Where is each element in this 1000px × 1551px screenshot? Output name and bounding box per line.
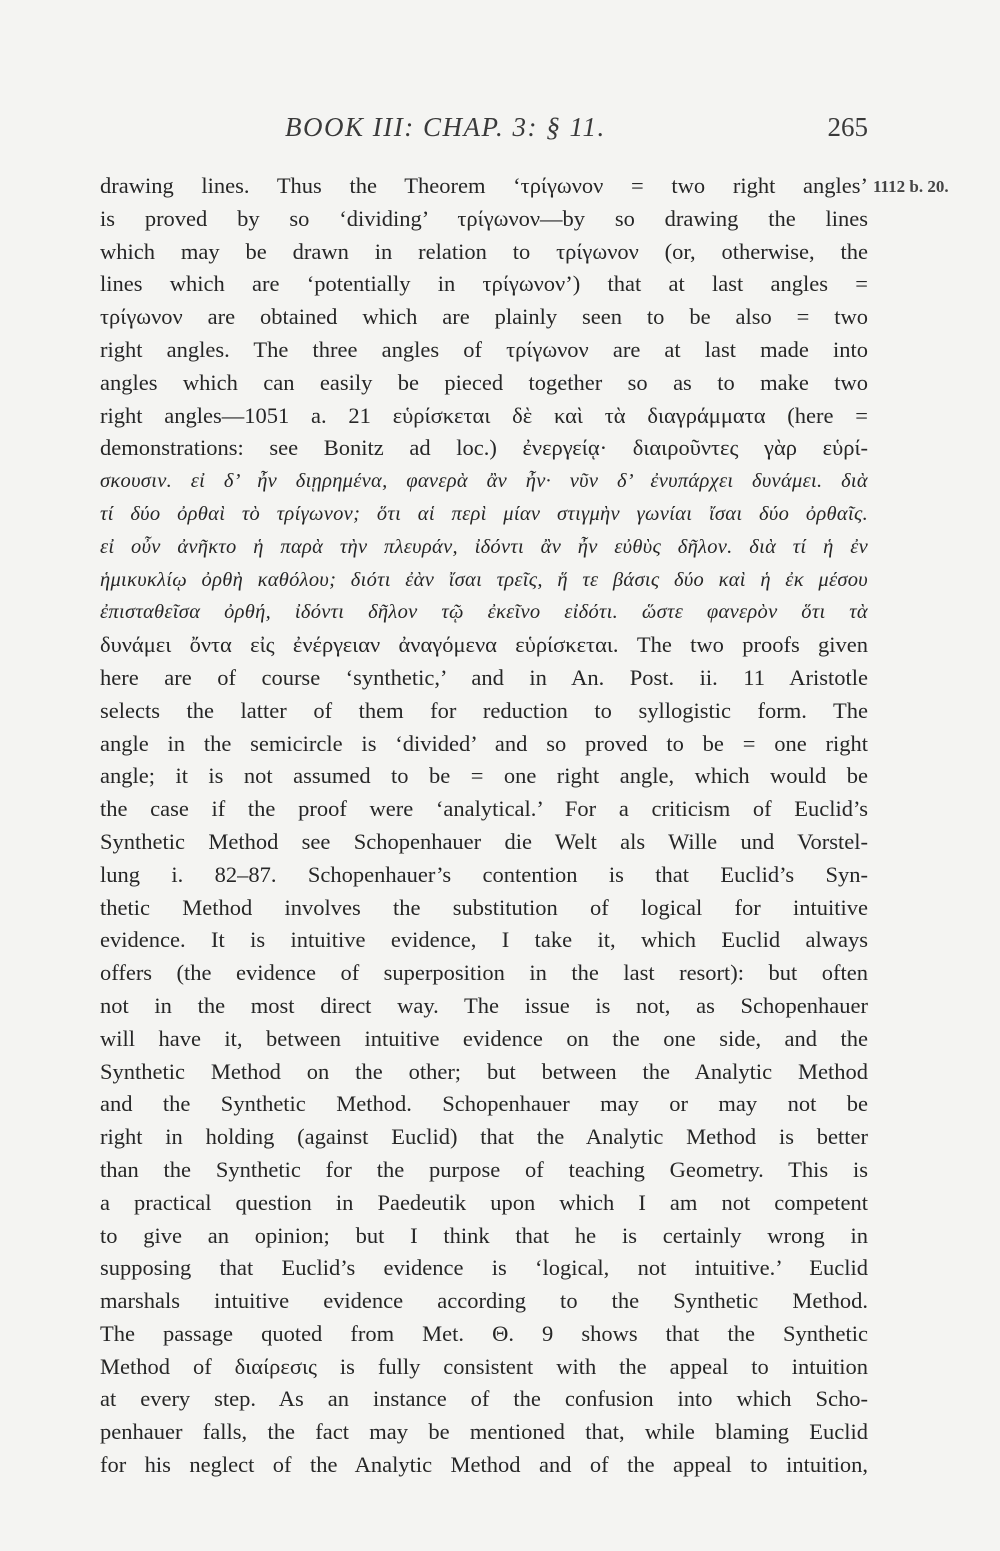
text-line: for his neglect of the Analytic Method and of the appeal to intuition, (100, 1452, 868, 1478)
text-line: marshals intuitive evidence according to the Synthetic Method. (100, 1288, 868, 1314)
text-line: angle in the semicircle is ‘divided’ and so proved to be = one right (100, 730, 868, 756)
text-line: τρίγωνον are obtained which are plainly seen to be also = two (100, 304, 868, 330)
text-line: to give an opinion; but I think that he is certainly wrong in (100, 1222, 868, 1248)
text-line: at every step. As an instance of the confusion into which Scho- (100, 1386, 868, 1412)
text-line: right angles. The three angles of τρίγωνον are at last made into (100, 336, 868, 362)
text-line: lines which are ‘potentially in τρίγωνον’) that at last angles = (100, 271, 868, 297)
text-line: lung i. 82–87. Schopenhauer’s contention is that Euclid’s Syn- (100, 861, 868, 887)
text-line: ἡμικυκλίῳ ὀρθὴ καθόλου; διότι ἐὰν ἴσαι τρεῖς, ἥ τε βάσις δύο καὶ ἡ ἐκ μέσου (100, 568, 868, 591)
text-line: drawing lines. Thus the Theorem ‘τρίγωνον = two right angles’ (100, 173, 868, 198)
page-number: 265 (827, 112, 868, 142)
page-header (100, 112, 868, 152)
text-line: ἐπισταθεῖσα ὀρθή, ἰδόντι δῆλον τῷ ἐκεῖνο εἰδότι. ὥστε φανερὸν ὅτι τὰ (100, 601, 868, 624)
text-line: thetic Method involves the substitution of logical for intuitive (100, 894, 868, 920)
text-line: which may be drawn in relation to τρίγωνον (or, otherwise, the (100, 238, 868, 264)
running-title: BOOK III: CHAP. 3: § 11. (285, 112, 606, 142)
text-line: a practical question in Paedeutik upon which I am not competent (100, 1189, 868, 1215)
text-line: The passage quoted from Met. Θ. 9 shows that the Synthetic (100, 1320, 868, 1346)
text-line: evidence. It is intuitive evidence, I take it, which Euclid always (100, 927, 868, 953)
text-line: will have it, between intuitive evidence on the one side, and the (100, 1025, 868, 1051)
text-line: τί δύο ὀρθαὶ τὸ τρίγωνον; ὅτι αἱ περὶ μίαν στιγμὴν γωνίαι ἴσαι δύο ὀρθαῖς. (100, 502, 868, 525)
text-line: εἰ οὖν ἀνῆκτο ἡ παρὰ τὴν πλευράν, ἰδόντι ἂν ἦν εὐθὺς δῆλον. διὰ τί ἡ ἐν (100, 535, 868, 558)
text-line: selects the latter of them for reduction to syllogistic form. The (100, 697, 868, 723)
text-line: and the Synthetic Method. Schopenhauer may or may not be (100, 1091, 868, 1117)
text-line: angles which can easily be pieced together so as to make two (100, 369, 868, 395)
text-line: δυνάμει ὄντα εἰς ἐνέργειαν ἀναγόμενα εὑρίσκεται. The two proofs given (100, 632, 868, 658)
text-line: penhauer falls, the fact may be mentioned that, while blaming Euclid (100, 1419, 868, 1445)
text-line: demonstrations: see Bonitz ad loc.) ἐνεργείᾳ· διαιροῦντες γὰρ εὑρί- (100, 435, 868, 461)
text-line: Synthetic Method on the other; but between the Analytic Method (100, 1058, 868, 1084)
text-line: not in the most direct way. The issue is not, as Schopenhauer (100, 992, 868, 1018)
text-line: is proved by so ‘dividing’ τρίγωνον—by so drawing the lines (100, 205, 868, 231)
text-line: offers (the evidence of superposition in the last resort): but often (100, 960, 868, 986)
text-line: right angles—1051 a. 21 εὑρίσκεται δὲ καὶ τὰ διαγράμματα (here = (100, 402, 868, 428)
text-line: the case if the proof were ‘analytical.’ For a criticism of Euclid’s (100, 796, 868, 822)
body-text (100, 170, 868, 1482)
text-line: Synthetic Method see Schopenhauer die Welt als Wille und Vorstel- (100, 828, 868, 854)
text-line: σκουσιν. εἰ δ’ ἦν διῃρημένα, φανερὰ ἂν ἦν· νῦν δ’ ἐνυπάρχει δυνάμει. διὰ (100, 470, 868, 493)
margin-reference: 1112 b. 20. (873, 177, 949, 196)
text-line: right in holding (against Euclid) that the Analytic Method is better (100, 1124, 868, 1150)
text-line: angle; it is not assumed to be = one right angle, which would be (100, 763, 868, 789)
text-line: here are of course ‘synthetic,’ and in An. Post. ii. 11 Aristotle (100, 664, 868, 690)
text-line: than the Synthetic for the purpose of teaching Geometry. This is (100, 1156, 868, 1182)
text-line: supposing that Euclid’s evidence is ‘logical, not intuitive.’ Euclid (100, 1255, 868, 1281)
text-line: Method of διαίρεσις is fully consistent with the appeal to intuition (100, 1353, 868, 1379)
